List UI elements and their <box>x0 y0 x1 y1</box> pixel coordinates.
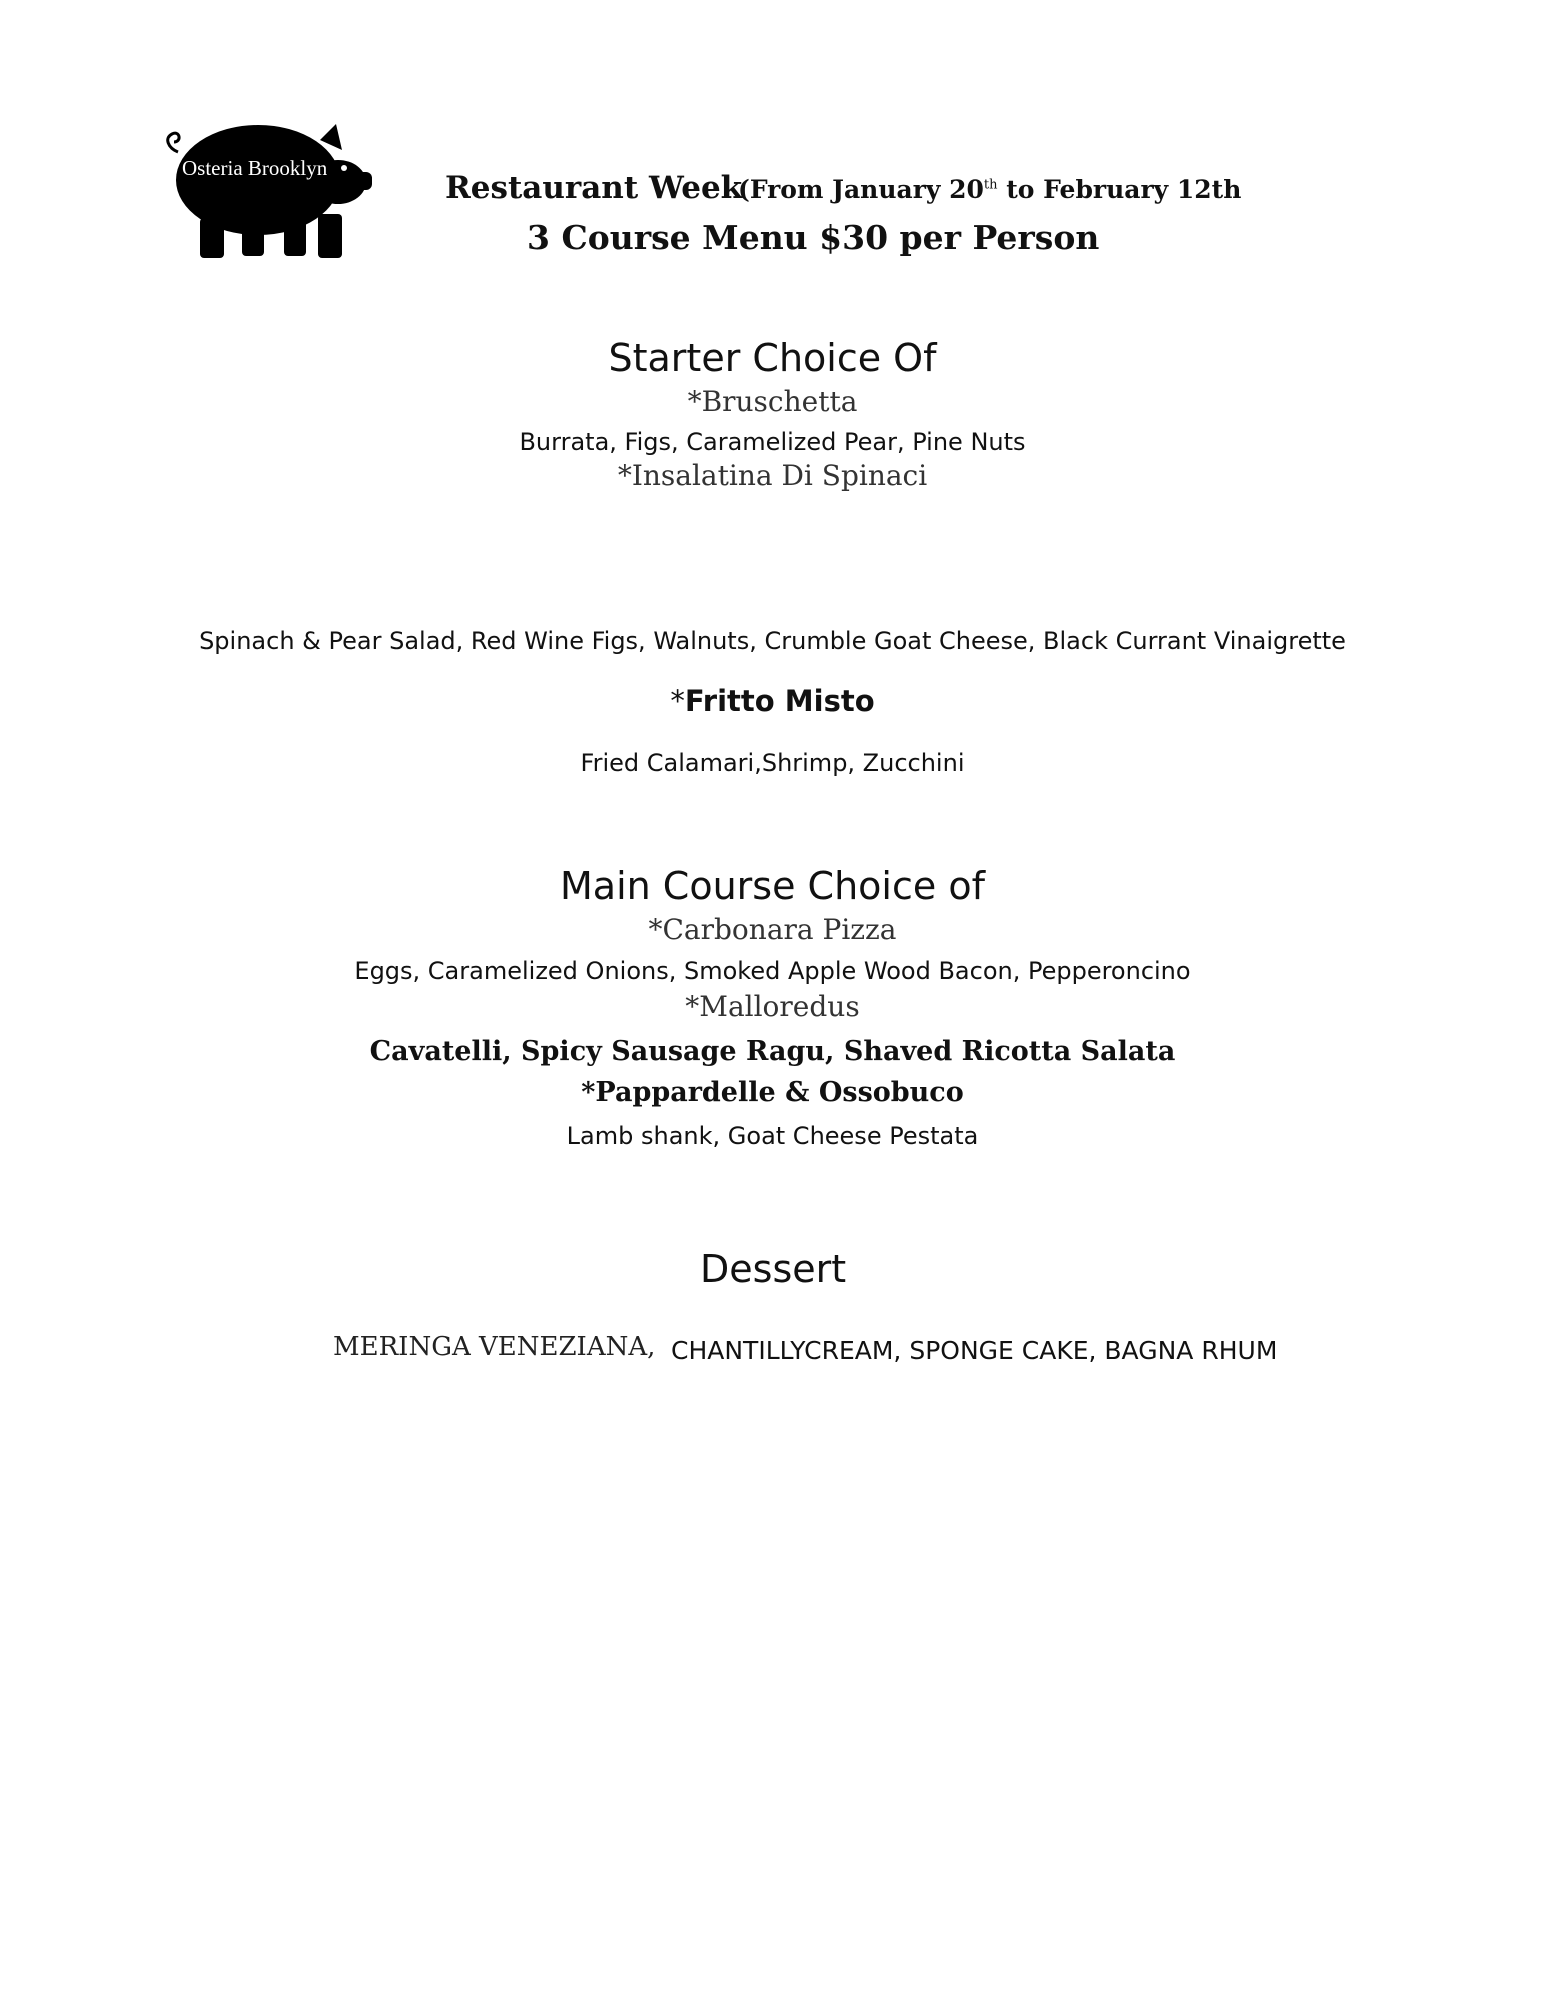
main-item-3-desc: Lamb shank, Goat Cheese Pestata <box>566 1122 979 1150</box>
restaurant-week-title: Restaurant Week <box>445 170 743 206</box>
restaurant-logo <box>160 110 380 260</box>
dessert-item-1-name: MERINGA VENEZIANA, <box>333 1332 656 1362</box>
starter-item-2-desc: Spinach & Pear Salad, Red Wine Figs, Walnuts, Crumble Goat Cheese, Black Currant Vinaigrette <box>199 627 1346 655</box>
starter-heading: Starter Choice Of <box>608 336 937 380</box>
starter-item-3 <box>0 684 1545 718</box>
starter-item-1-name: *Bruschetta <box>687 385 858 418</box>
main-item-2-desc: Cavatelli, Spicy Sausage Ragu, Shaved Ricotta Salata <box>369 1036 1176 1067</box>
starter-item-3-desc: Fried Calamari,Shrimp, Zucchini <box>580 749 965 777</box>
starter-item-3-star: * <box>670 684 685 718</box>
main-item-3-name: *Pappardelle & Ossobuco <box>581 1077 964 1108</box>
promotion-dates <box>738 175 1241 204</box>
dessert-heading: Dessert <box>700 1247 847 1291</box>
main-item-1-desc: Eggs, Caramelized Onions, Smoked Apple Wood Bacon, Pepperoncino <box>354 957 1191 985</box>
dates-suffix: to February 12th <box>997 175 1242 204</box>
logo-text: Osteria Brooklyn <box>182 156 328 180</box>
pig-icon <box>160 110 380 260</box>
starter-item-2-name: *Insalatina Di Spinaci <box>617 459 928 492</box>
dates-prefix: (From January 20 <box>738 175 984 204</box>
starter-item-3-name: Fritto Misto <box>684 684 875 718</box>
main-item-1-name: *Carbonara Pizza <box>648 913 897 946</box>
menu-price-line: 3 Course Menu $30 per Person <box>527 218 1100 257</box>
dessert-item-1-desc: CHANTILLYCREAM, SPONGE CAKE, BAGNA RHUM <box>671 1336 1278 1365</box>
dates-superscript: th <box>983 177 998 193</box>
starter-item-1-desc: Burrata, Figs, Caramelized Pear, Pine Nuts <box>519 428 1026 456</box>
main-course-heading: Main Course Choice of <box>560 864 985 908</box>
main-item-2-name: *Malloredus <box>685 990 860 1023</box>
